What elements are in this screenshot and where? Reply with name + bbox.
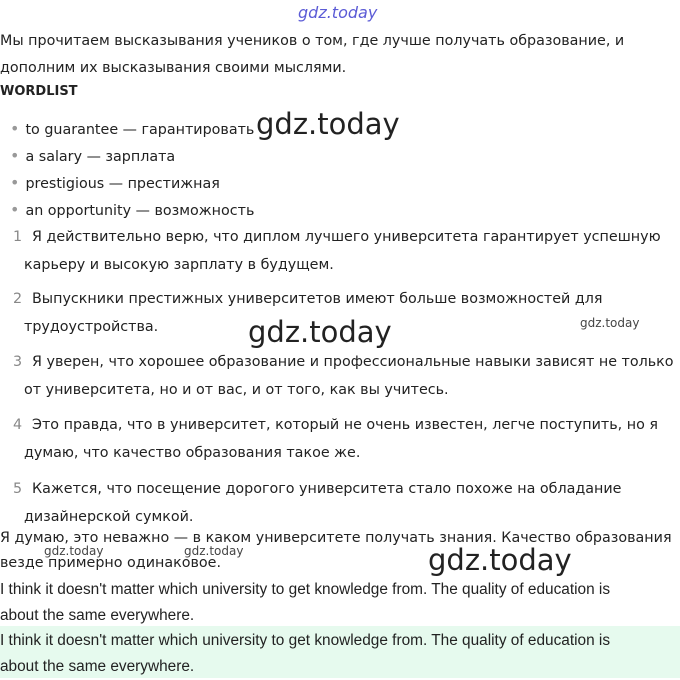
wordlist-title: WORDLIST (0, 84, 78, 99)
statement-3: 3 Я уверен, что хорошее образование и профессиональные навыки зависят не только (13, 354, 674, 370)
watermark-small: gdz.today (184, 544, 244, 558)
bullet-icon: • (10, 173, 20, 192)
conclusion-line-2: везде примерно одинаковое. (0, 555, 221, 571)
wordlist-item: • prestigious — престижная (10, 173, 220, 192)
watermark-large: gdz.today (248, 315, 392, 349)
english-answer-line-2: about the same everywhere. (0, 607, 195, 624)
statement-2: 2 Выпускники престижных университетов имеют больше возможностей для (13, 291, 603, 307)
intro-text (0, 28, 680, 82)
watermark-top: gdz.today (298, 3, 378, 22)
statement-4: 4 Это правда, что в университет, который не очень известен, легче поступить, но я (13, 417, 658, 433)
english-answer-line-1: I think it doesn't matter which university to get knowledge from. The quality of education is (0, 581, 611, 598)
wordlist-item: • to guarantee — гарантировать (10, 119, 255, 138)
intro-line-2: дополним их высказывания своими мыслями. (0, 60, 347, 76)
statement-1-cont: карьеру и высокую зарплату в будущем. (24, 257, 334, 273)
statement-1: 1 Я действительно верю, что диплом лучшего университета гарантирует успешную (13, 229, 661, 245)
bullet-icon: • (10, 200, 20, 219)
bullet-icon: • (10, 119, 20, 138)
english-highlighted-line-2: about the same everywhere. (0, 658, 195, 675)
watermark-large: gdz.today (256, 107, 400, 141)
bullet-icon: • (10, 146, 20, 165)
wordlist-item: • a salary — зарплата (10, 146, 176, 165)
intro-line-1: Мы прочитаем высказывания учеников о том, где лучше получать образование, и (0, 33, 625, 49)
statement-2-cont: трудоустройства. (24, 319, 159, 335)
watermark-small: gdz.today (44, 544, 104, 558)
english-highlighted-line-1: I think it doesn't matter which university to get knowledge from. The quality of education is (0, 632, 611, 649)
conclusion-line-1: Я думаю, это неважно — в каком университете получать знания. Качество образования (0, 530, 672, 546)
wordlist-item: • an opportunity — возможность (10, 200, 255, 219)
statement-5-cont: дизайнерской сумкой. (24, 509, 194, 525)
watermark-small: gdz.today (580, 316, 640, 330)
statement-3-cont: от университета, но и от вас, и от того, как вы учитесь. (24, 382, 449, 398)
watermark-large: gdz.today (428, 543, 572, 577)
statement-5: 5 Кажется, что посещение дорогого университета стало похоже на обладание (13, 481, 622, 497)
statement-4-cont: думаю, что качество образования такое же. (24, 445, 361, 461)
